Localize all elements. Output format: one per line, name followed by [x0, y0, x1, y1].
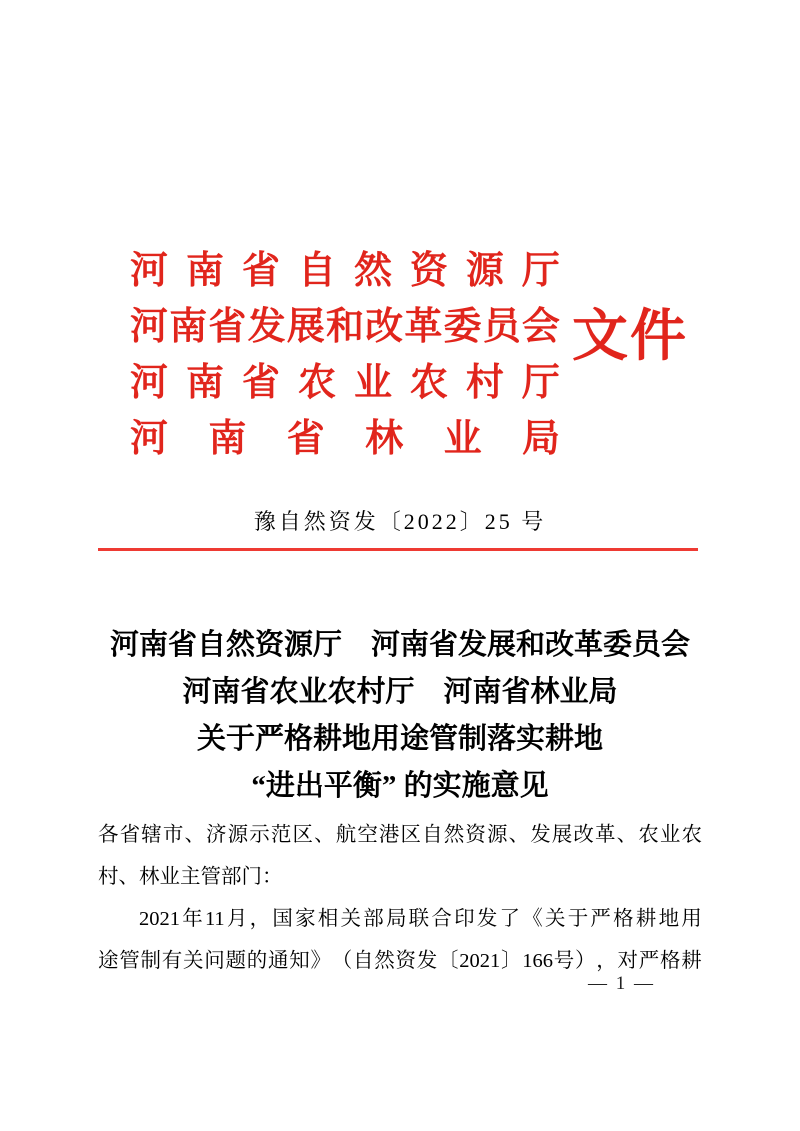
red-separator-line: [98, 548, 698, 551]
body-salutation-line-1: 各 省 辖 市 、 济 源 示 范 区 、 航 空 港 区 自 然 资 源 、 发 展 改 革 、 农 业 农: [98, 824, 702, 846]
title-line-4: “进出平衡” 的实施意见: [251, 770, 549, 802]
agency-name-line-1: 河 南 省 自 然 资 源 厅: [130, 249, 560, 292]
doc-type-label: 文件: [572, 306, 688, 368]
document-body: [98, 814, 702, 982]
agency-name-line-3: 河 南 省 农 业 农 村 厅: [130, 361, 560, 404]
body-paragraph-line-1: 2021 年 11 月 ， 国 家 相 关 部 局 联 合 印 发 了 《 关 于 严 格 耕 地 用: [139, 908, 702, 930]
agency-name-line-2: 河 南 省 发 展 和 改 革 委 员 会: [130, 305, 560, 348]
title-line-3: 关于严格耕地用途管制落实耕地: [196, 723, 603, 755]
agency-name-line-4: 河 南 省 林 业 局: [130, 417, 560, 460]
page-number: — 1 —: [588, 973, 655, 994]
body-salutation-line-2: 村、林业主管部门：: [98, 866, 283, 888]
document-title: [0, 622, 800, 810]
title-line-1: 河南省自然资源厅 河南省发展和改革委员会: [109, 629, 690, 661]
agency-name-list: [130, 238, 560, 462]
doc-reference-number: 豫自然资发〔2022〕25 号: [253, 509, 547, 534]
body-paragraph-line-2: 途 管 制 有 关 问 题 的 通 知 》 （ 自 然 资 发 〔 2021 〕 166 号 ） ， 对 严 格 耕: [98, 950, 702, 972]
title-line-2: 河南省农业农村厅 河南省林业局: [182, 676, 618, 708]
